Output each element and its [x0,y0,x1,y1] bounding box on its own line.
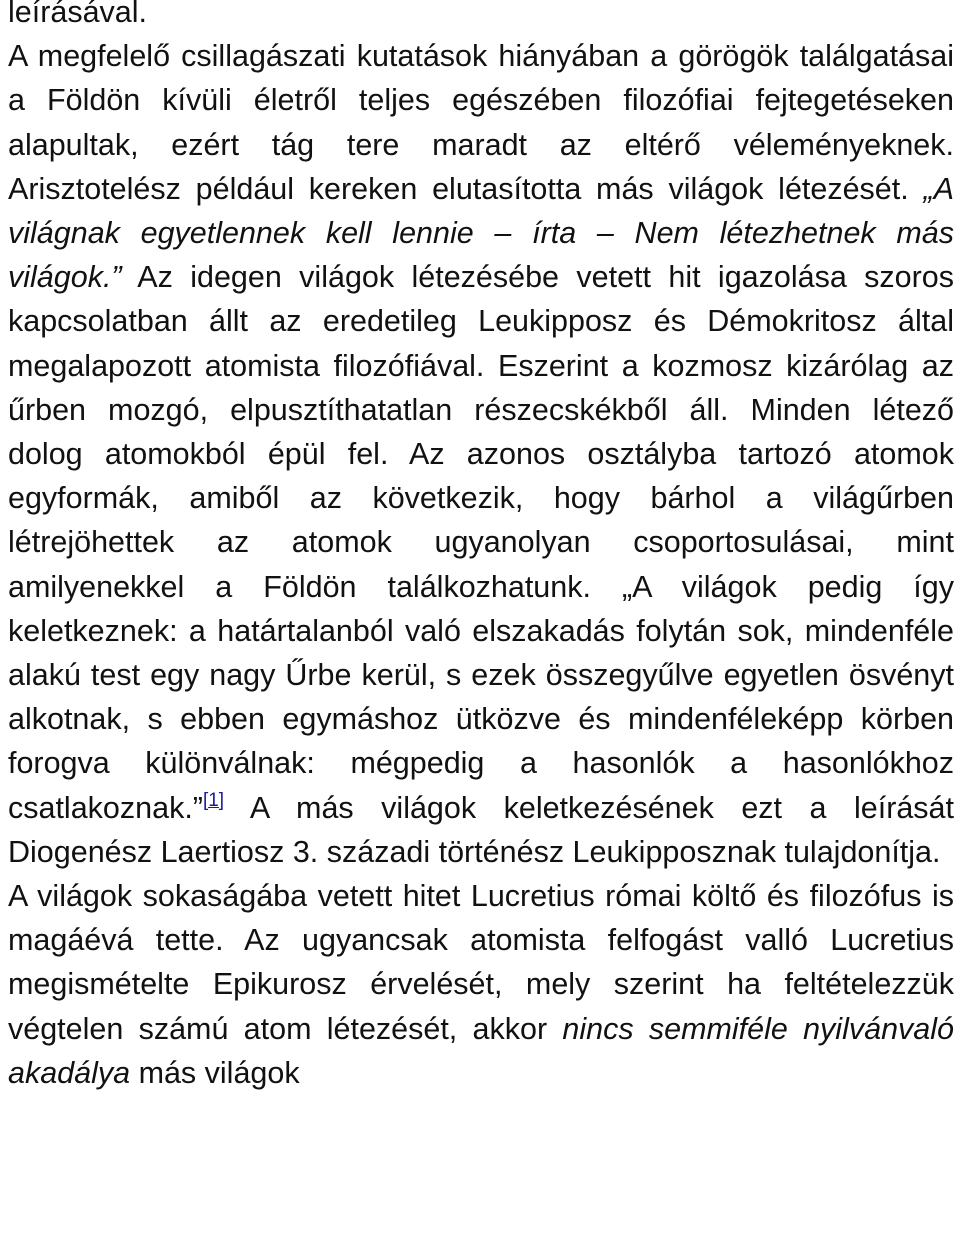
aristotle-quote: „A világnak egyetlennek kell lennie – írta – Nem létezhetnek más világok.” [8,171,954,295]
document-page [8,0,954,1095]
paragraph-text: A más világok keletkezésének ezt a leírását Diogenész Laertiosz 3. századi történész Leukipposznak tulajdonítja. [8,790,954,869]
paragraph-lucretius [8,874,954,1095]
footnote-link[interactable]: [1] [202,789,225,811]
paragraph-continuation: leírásával. [8,0,148,29]
paragraph-text: A világok sokaságába vetett hitet Lucretius római költő és filozófus is magáévá tette. Az ugyancsak atomista felfogást valló Lucretius megismételte Epikurosz érvelését, mely szerint ha feltételezzük végtelen számú atom létezését, akkor [8,879,954,1046]
paragraph-greek-atomism [8,34,954,874]
paragraph-text: A megfelelő csillagászati kutatások hiányában a görögök találgatásai a Földön kívüli életről teljes egészében filozófiai fejtegetéseken alapultak, ezért tág tere maradt az eltérő véleményeknek. Arisztotelész például kereken elutasította más világok létezését. [8,39,954,206]
emphasis-text: nincs semmiféle nyilvánvaló akadálya [8,1011,954,1090]
footnote-superscript [203,790,224,811]
paragraph-text: Az idegen világok létezésébe vetett hit igazolása szoros kapcsolatban állt az eredetileg Leukipposz és Démokritosz által megalapozott atomista filozófiával. Eszerint a kozmosz kizárólag az űrben mozgó, elpusztíthatatlan részecskékből áll. Minden létező dolog atomokból épül fel. Az azonos osztályba tartozó atomok egyformák, amiből az következik, hogy bárhol a világűrben létrejöhettek az atomok ugyanolyan csoportosulásai, mint amilyenekkel a Földön találkozhatunk. „A világok pedig így keletkeznek: a határtalanból való elszakadás folytán sok, mindenféle alakú test egy nagy Űrbe kerül, s ezek összegyűlve egyetlen ösvényt alkotnak, s ebben egymáshoz ütközve és mindenféleképp körben forogva különválnak: mégpedig a hasonlók a hasonlókhoz csatlakoznak.” [8,260,954,825]
paragraph-text: más világok [130,1055,300,1090]
